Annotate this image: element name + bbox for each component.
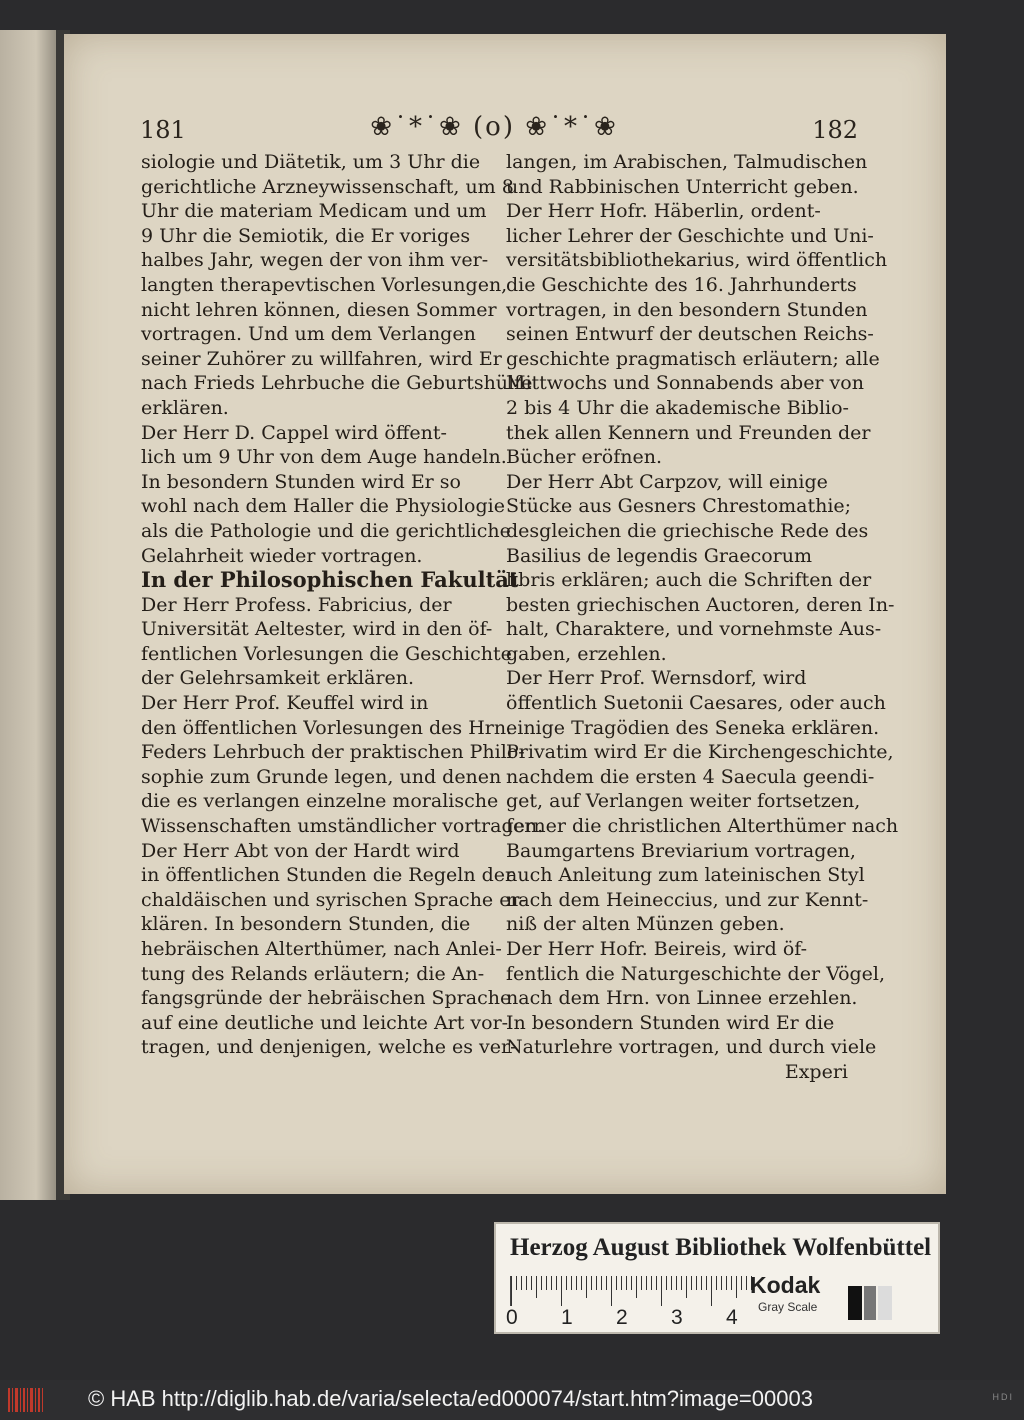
text-line: Privatim wird Er die Kirchengeschichte, [506, 741, 894, 764]
text-line: Naturlehre vortragen, und durch viele [506, 1036, 877, 1059]
text-line: nicht lehren können, diesen Sommer [141, 298, 497, 321]
ruler-tick [671, 1276, 672, 1290]
ruler-number: 4 [726, 1306, 738, 1329]
ruler-tick [731, 1276, 732, 1290]
library-color-card [494, 1222, 940, 1334]
text-line: Feders Lehrbuch der praktischen Philo- [141, 741, 525, 764]
ruler-tick [686, 1276, 687, 1298]
text-line: ferner die christlichen Alterthümer nach [506, 815, 899, 838]
text-line: Der Herr Prof. Wernsdorf, wird [506, 667, 807, 690]
text-line: auch Anleitung zum lateinischen Styl [506, 864, 865, 887]
text-line: und Rabbinischen Unterricht geben. [506, 175, 859, 198]
text-line: den öffentlichen Vorlesungen des Hrn. [141, 716, 513, 739]
swatch-gray [864, 1286, 876, 1320]
text-line: Bücher eröfnen. [506, 446, 662, 469]
text-line: langten therapevtischen Vorlesungen, [141, 273, 508, 296]
text-line: In der Philosophischen Fakultät [141, 567, 519, 593]
text-line: chaldäischen und syrischen Sprache er- [141, 888, 526, 911]
footer-mark: HDI [992, 1392, 1014, 1402]
ruler-tick [691, 1276, 692, 1290]
ruler-tick [551, 1276, 552, 1290]
text-line: Der Herr Profess. Fabricius, der [141, 593, 452, 616]
text-line: Der Herr Hofr. Häberlin, ordent- [506, 200, 821, 223]
ruler-tick [726, 1276, 727, 1290]
ruler-tick [721, 1276, 722, 1290]
swatch-light [878, 1286, 892, 1320]
ruler-tick [511, 1276, 512, 1306]
text-line: Der Herr Abt von der Hardt wird [141, 839, 460, 862]
left-text-column [141, 150, 544, 1060]
left-page-edge [0, 30, 60, 1200]
text-line: langen, im Arabischen, Talmudischen [506, 151, 868, 173]
text-line: Uhr die materiam Medicam und um [141, 200, 487, 223]
text-line: 9 Uhr die Semiotik, die Er voriges [141, 224, 471, 247]
ruler-number: 2 [616, 1306, 628, 1329]
ruler-tick [696, 1276, 697, 1290]
text-line: klären. In besondern Stunden, die [141, 913, 471, 936]
text-line: der Gelehrsamkeit erklären. [141, 667, 415, 690]
text-line: Experi [784, 1060, 848, 1083]
text-line: sophie zum Grunde legen, und denen [141, 765, 502, 788]
text-line: vortragen, in den besondern Stunden [506, 298, 868, 321]
text-line: Der Herr Abt Carpzov, will einige [506, 470, 828, 493]
text-line: Der Herr Hofr. Beireis, wird öf- [506, 938, 808, 960]
viewer-footer [0, 1380, 1024, 1420]
text-line: die es verlangen einzelne moralische [141, 790, 499, 813]
text-line: wohl nach dem Haller die Physiologie [141, 495, 505, 518]
page-number-right: 182 [812, 116, 858, 144]
ruler-tick [601, 1276, 602, 1290]
ruler-tick [746, 1276, 747, 1290]
ruler-tick [701, 1276, 702, 1290]
ruler-tick [571, 1276, 572, 1290]
library-title: Herzog August Bibliothek Wolfenbüttel [510, 1234, 932, 1261]
text-line: Baumgartens Breviarium vortragen, [506, 839, 856, 862]
copyright-url[interactable]: © HAB http://diglib.hab.de/varia/selecta/ed000074/start.htm?image=00003 [88, 1386, 813, 1411]
ruler-tick [581, 1276, 582, 1290]
text-line: Stücke aus Gesners Chrestomathie; [506, 495, 852, 518]
text-line: nach dem Hrn. von Linnee erzehlen. [506, 987, 858, 1010]
text-line: Der Herr D. Cappel wird öffent- [141, 421, 447, 444]
gray-scale-label: Gray Scale [758, 1300, 818, 1314]
text-line: tung des Relands erläutern; die An- [141, 962, 485, 985]
text-line: versitätsbibliothekarius, wird öffentlich [506, 249, 888, 272]
ruler-tick [656, 1276, 657, 1290]
ruler-tick [711, 1276, 712, 1306]
ruler-tick [591, 1276, 592, 1290]
text-line: fentlich die Naturgeschichte der Vögel, [506, 962, 886, 985]
ruler-tick [611, 1276, 612, 1306]
text-line: get, auf Verlangen weiter fortsetzen, [506, 790, 861, 813]
text-line: in öffentlichen Stunden die Regeln der [141, 864, 515, 887]
ruler-tick [716, 1276, 717, 1290]
text-line: In besondern Stunden wird Er die [506, 1011, 835, 1034]
ruler-tick [516, 1276, 517, 1290]
text-line: seinen Entwurf der deutschen Reichs- [506, 323, 874, 346]
ruler-tick [646, 1276, 647, 1290]
ruler-tick [531, 1276, 532, 1290]
ruler-tick [561, 1276, 562, 1306]
header-ornament: ❀˙*˙❀ (o) ❀˙*˙❀ [370, 112, 618, 142]
ruler-tick [676, 1276, 677, 1290]
text-line: öffentlich Suetonii Caesares, oder auch [506, 692, 886, 715]
barcode-logo-icon [6, 1386, 46, 1414]
text-line: hebräischen Alterthümer, nach Anlei- [141, 938, 502, 960]
text-line: gerichtliche Arzneywissenschaft, um 8 [141, 175, 514, 198]
ruler-tick [626, 1276, 627, 1290]
ruler-tick [681, 1276, 682, 1290]
ruler-tick [741, 1276, 742, 1290]
ruler-tick [631, 1276, 632, 1290]
text-line: In besondern Stunden wird Er so [141, 470, 461, 493]
ruler-tick [576, 1276, 577, 1290]
text-line: desgleichen die griechische Rede des [506, 519, 869, 542]
text-line: Der Herr Prof. Keuffel wird in [141, 692, 429, 715]
text-line: halbes Jahr, wegen der von ihm ver- [141, 249, 489, 272]
ruler-tick [651, 1276, 652, 1290]
text-line: niß der alten Münzen geben. [506, 913, 785, 936]
text-line: fangsgründe der hebräischen Sprache [141, 987, 512, 1010]
ruler-tick [596, 1276, 597, 1290]
ruler-tick [641, 1276, 642, 1290]
ruler-tick [521, 1276, 522, 1290]
ruler-tick [546, 1276, 547, 1290]
text-line: die Geschichte des 16. Jahrhunderts [506, 273, 857, 296]
ruler-tick [661, 1276, 662, 1306]
ruler-number: 0 [506, 1306, 518, 1329]
swatch-black [848, 1286, 862, 1320]
text-line: licher Lehrer der Geschichte und Uni- [506, 224, 874, 247]
text-line: lich um 9 Uhr von dem Auge handeln. [141, 446, 507, 469]
text-line: Gelahrheit wieder vortragen. [141, 544, 423, 567]
ruler-tick [616, 1276, 617, 1290]
text-line: gaben, erzehlen. [506, 642, 667, 665]
text-line: halt, Charaktere, und vornehmste Aus- [506, 618, 882, 641]
text-line: Universität Aeltester, wird in den öf- [141, 618, 493, 641]
text-line: nachdem die ersten 4 Saecula geendi- [506, 765, 875, 788]
ruler-number: 1 [561, 1306, 573, 1329]
text-line: tragen, und denjenigen, welche es ver- [141, 1036, 517, 1059]
text-line: fentlichen Vorlesungen die Geschichte [141, 642, 512, 665]
ruler-tick [666, 1276, 667, 1290]
text-line: Mittwochs und Sonnabends aber von [506, 372, 864, 395]
ruler-tick [541, 1276, 542, 1290]
ruler-tick [556, 1276, 557, 1290]
scale-ruler [510, 1276, 751, 1306]
text-line: erklären. [141, 396, 229, 419]
text-line: Wissenschaften umständlicher vortragen. [141, 815, 544, 838]
text-line: 2 bis 4 Uhr die akademische Biblio- [506, 396, 849, 419]
text-line: nach Frieds Lehrbuche die Geburtshülfe [141, 372, 533, 395]
ruler-tick [621, 1276, 622, 1290]
ruler-tick [566, 1276, 567, 1290]
text-line: Basilius de legendis Graecorum [506, 544, 812, 567]
page-header [130, 112, 858, 148]
text-line: vortragen. Und um dem Verlangen [141, 323, 476, 346]
text-line: besten griechischen Auctoren, deren In- [506, 593, 895, 616]
ruler-tick [586, 1276, 587, 1298]
text-line: libris erklären; auch die Schriften der [506, 569, 872, 592]
kodak-brand: Kodak [750, 1272, 821, 1298]
text-line: siologie und Diätetik, um 3 Uhr die [141, 151, 481, 173]
page-number-left: 181 [140, 116, 186, 144]
ruler-tick [706, 1276, 707, 1290]
text-line: geschichte pragmatisch erläutern; alle [506, 347, 880, 370]
text-line: nach dem Heineccius, und zur Kennt- [506, 888, 869, 911]
ruler-number: 3 [671, 1306, 683, 1329]
ruler-tick [736, 1276, 737, 1298]
ruler-tick [526, 1276, 527, 1290]
text-line: einige Tragödien des Seneka erklären. [506, 716, 880, 739]
text-line: als die Pathologie und die gerichtliche [141, 519, 511, 542]
ruler-tick [606, 1276, 607, 1290]
text-line: seiner Zuhörer zu willfahren, wird Er [141, 347, 502, 370]
text-line: auf eine deutliche und leichte Art vor- [141, 1011, 509, 1034]
right-text-column [506, 150, 899, 1085]
ruler-tick [636, 1276, 637, 1298]
text-line: thek allen Kennern und Freunden der [506, 421, 871, 444]
ruler-tick [536, 1276, 537, 1298]
